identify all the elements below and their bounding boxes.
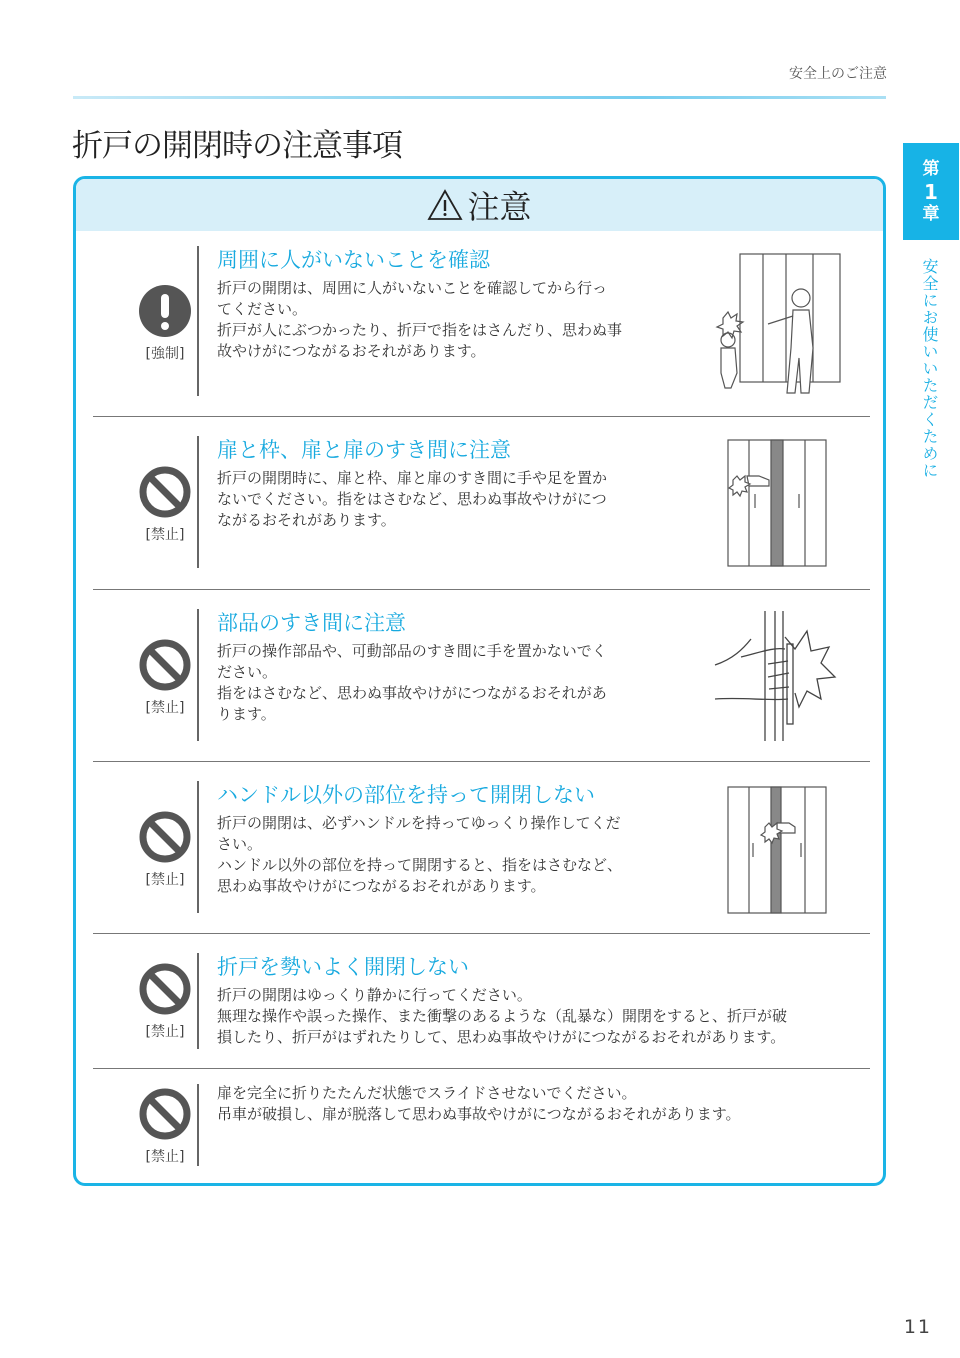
mandatory-exclamation-icon xyxy=(139,285,191,337)
item-line: ハンドル以外の部位を持って開閉すると、指をはさむなど、 xyxy=(217,856,623,874)
item-line: ださい。 xyxy=(217,663,278,681)
icon-tag: [禁止] xyxy=(145,1024,185,1040)
divider xyxy=(197,781,199,913)
caution-item xyxy=(93,589,870,762)
item-line: 故やけがにつながるおそれがあります。 xyxy=(217,342,486,360)
item-line: 折戸が人にぶつかったり、折戸で指をはさんだり、思わぬ事 xyxy=(217,321,623,339)
item-text xyxy=(217,779,622,897)
prohibited-icon xyxy=(139,963,191,1015)
item-heading: 扉と枠、扉と扉のすき間に注意 xyxy=(217,438,511,462)
item-text xyxy=(217,607,607,725)
icon-tag: [禁止] xyxy=(145,872,185,888)
item-line: 指をはさむなど、思わぬ事故やけがにつながるおそれがあ xyxy=(217,684,607,702)
item-line: 折戸の開閉は、必ずハンドルを持ってゆっくり操作してくだ xyxy=(217,814,621,832)
item-text xyxy=(217,244,622,362)
item-line: 扉を完全に折りたたんだ状態でスライドさせないでください。 xyxy=(217,1084,637,1102)
item-heading: ハンドル以外の部位を持って開閉しない xyxy=(217,783,595,807)
item-heading: 折戸を勢いよく開閉しない xyxy=(217,955,469,979)
item-text xyxy=(217,434,607,531)
door-handle-illustration xyxy=(727,783,829,917)
divider xyxy=(197,609,199,741)
door-person-illustration xyxy=(713,248,863,398)
item-line: ります。 xyxy=(217,705,276,723)
item-line: 折戸の開閉はゆっくり静かに行ってください。 xyxy=(217,986,532,1004)
caution-item xyxy=(93,1068,870,1178)
prohibited-icon xyxy=(139,639,191,691)
item-heading: 周囲に人がいないことを確認 xyxy=(217,248,490,272)
item-line: さい。 xyxy=(217,835,263,853)
chapter-tab[interactable] xyxy=(903,143,959,240)
icon-tag: [禁止] xyxy=(145,700,185,716)
caution-band xyxy=(76,179,883,231)
item-line: 折戸の開閉は、周囲に人がいないことを確認してから行っ xyxy=(217,279,608,297)
page-number: 11 xyxy=(903,1316,932,1338)
header-rule xyxy=(73,96,886,99)
icon-tag: [強制] xyxy=(145,346,185,362)
icon-tag: [禁止] xyxy=(145,527,185,543)
warning-triangle-icon xyxy=(427,189,463,221)
item-line: ないでください。指をはさむなど、思わぬ事故やけがにつ xyxy=(217,490,607,508)
item-text xyxy=(217,1083,741,1125)
section-header: 安全上のご注意 xyxy=(789,66,887,82)
prohibited-icon xyxy=(139,466,191,518)
divider xyxy=(197,436,199,568)
hand-gap-illustration xyxy=(713,609,843,743)
item-line: ながるおそれがあります。 xyxy=(217,511,396,529)
item-line: 思わぬ事故やけがにつながるおそれがあります。 xyxy=(217,877,546,895)
item-line: てください。 xyxy=(217,300,308,318)
chapter-suffix: 章 xyxy=(922,203,940,224)
page-title: 折戸の開閉時の注意事項 xyxy=(72,128,402,164)
divider xyxy=(197,953,199,1049)
icon-tag: [禁止] xyxy=(145,1149,185,1165)
item-heading: 部品のすき間に注意 xyxy=(217,611,406,635)
item-line: 損したり、折戸がはずれたりして、思わぬ事故やけがにつながるおそれがあります。 xyxy=(217,1028,786,1046)
item-line: 無理な操作や誤った操作、また衝撃のあるような（乱暴な）開閉をすると、折戸が破 xyxy=(217,1007,788,1025)
door-gap-illustration xyxy=(727,436,829,570)
prohibited-icon xyxy=(139,811,191,863)
caution-item xyxy=(93,761,870,934)
item-line: 折戸の操作部品や、可動部品のすき間に手を置かないでく xyxy=(217,642,607,660)
divider xyxy=(197,246,199,396)
caution-label: 注意 xyxy=(467,188,532,226)
item-line: 折戸の開閉時に、扉と枠、扉と扉のすき間に手や足を置か xyxy=(217,469,608,487)
caution-item xyxy=(93,416,870,590)
item-line: 吊車が破損し、扉が脱落して思わぬ事故やけがにつながるおそれがあります。 xyxy=(217,1105,741,1123)
prohibited-icon xyxy=(139,1088,191,1140)
chapter-title: 安全にお使いいただくために xyxy=(920,258,939,479)
chapter-prefix: 第 xyxy=(922,159,940,180)
item-text xyxy=(217,951,787,1048)
caution-item xyxy=(93,240,870,417)
chapter-number: 1 xyxy=(924,179,938,204)
divider xyxy=(197,1084,199,1166)
caution-item xyxy=(93,933,870,1069)
caution-box xyxy=(73,176,886,1186)
